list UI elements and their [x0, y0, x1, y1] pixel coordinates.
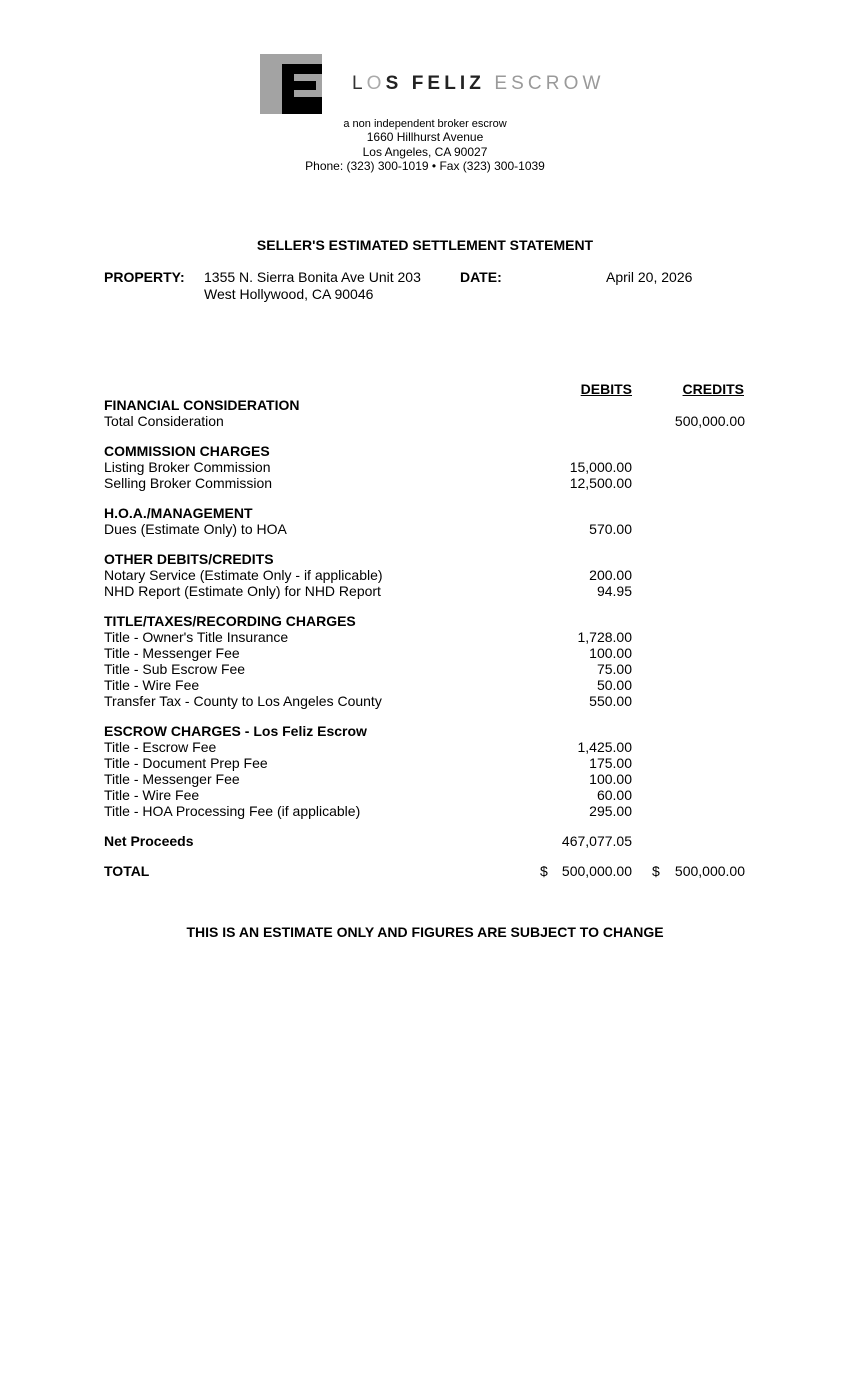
section-financial-consideration [104, 397, 746, 429]
settlement-ledger [104, 397, 746, 893]
ledger-row [104, 787, 746, 803]
total-section [104, 863, 746, 879]
tagline: a non independent broker escrow [343, 118, 507, 130]
section-heading: COMMISSION CHARGES [104, 443, 270, 459]
row-debit: 570.00 [589, 521, 632, 537]
row-label: Transfer Tax - County to Los Angeles County [104, 693, 382, 709]
row-credit: 500,000.00 [674, 413, 745, 429]
ledger-row [104, 693, 746, 709]
ledger-row [104, 583, 746, 599]
row-label: Title - Messenger Fee [104, 645, 240, 661]
row-debit: 100.00 [589, 645, 632, 661]
row-label: NHD Report (Estimate Only) for NHD Report [104, 583, 381, 599]
property-address-line-2: West Hollywood, CA 90046 [204, 286, 374, 302]
row-label: Title - Wire Fee [104, 677, 200, 693]
section-heading: FINANCIAL CONSIDERATION [104, 397, 300, 413]
section-heading: TITLE/TAXES/RECORDING CHARGES [104, 613, 356, 629]
total-credit: 500,000.00 [674, 863, 745, 879]
row-label: Title - Sub Escrow Fee [104, 661, 246, 677]
total-row [104, 863, 746, 879]
total-debit: 500,000.00 [561, 863, 632, 879]
property-address-line-1: 1355 N. Sierra Bonita Ave Unit 203 [204, 269, 421, 285]
row-debit: 15,000.00 [569, 459, 632, 475]
debits-column-header: DEBITS [580, 381, 632, 397]
section-escrow-charges [104, 723, 746, 819]
document-title: SELLER'S ESTIMATED SETTLEMENT STATEMENT [256, 237, 594, 253]
row-debit: 200.00 [589, 567, 632, 583]
ledger-row [104, 739, 746, 755]
net-proceeds-label: Net Proceeds [104, 833, 194, 849]
net-proceeds-section [104, 833, 746, 849]
total-credit-currency: $ [652, 863, 660, 879]
row-label: Title - Document Prep Fee [104, 755, 268, 771]
section-commission-charges [104, 443, 746, 491]
row-debit: 50.00 [596, 677, 632, 693]
total-label: TOTAL [104, 863, 150, 879]
net-proceeds-debit: 467,077.05 [561, 833, 632, 849]
credits-column-header: CREDITS [682, 381, 744, 397]
row-debit: 1,425.00 [577, 739, 632, 755]
section-heading: H.O.A./MANAGEMENT [104, 505, 253, 521]
row-label: Title - Wire Fee [104, 787, 200, 803]
ledger-row [104, 755, 746, 771]
ledger-row [104, 475, 746, 491]
phone-fax-line: Phone: (323) 300-1019 • Fax (323) 300-1039 [305, 159, 545, 173]
ledger-row [104, 677, 746, 693]
row-label: Title - Owner's Title Insurance [104, 629, 289, 645]
row-debit: 550.00 [589, 693, 632, 709]
row-debit: 75.00 [596, 661, 632, 677]
section-heading: OTHER DEBITS/CREDITS [104, 551, 274, 567]
date-value: April 20, 2026 [606, 269, 693, 285]
row-debit: 60.00 [596, 787, 632, 803]
ledger-row [104, 629, 746, 645]
brand-name: LOS FELIZ ESCROW [352, 73, 605, 94]
section-other-debits-credits [104, 551, 746, 599]
ledger-row [104, 645, 746, 661]
le-monogram-logo-icon [260, 54, 322, 114]
row-label: Listing Broker Commission [104, 459, 271, 475]
ledger-row [104, 459, 746, 475]
row-debit: 100.00 [589, 771, 632, 787]
ledger-row [104, 413, 746, 429]
row-debit: 12,500.00 [569, 475, 632, 491]
row-debit: 295.00 [589, 803, 632, 819]
ledger-row [104, 803, 746, 819]
ledger-row [104, 661, 746, 677]
estimate-disclaimer: THIS IS AN ESTIMATE ONLY AND FIGURES ARE SUBJECT TO CHANGE [186, 924, 664, 940]
row-label: Title - Messenger Fee [104, 771, 240, 787]
section-hoa-management [104, 505, 746, 537]
date-label: DATE: [460, 269, 502, 285]
ledger-row [104, 567, 746, 583]
row-label: Selling Broker Commission [104, 475, 273, 491]
section-heading: ESCROW CHARGES - Los Feliz Escrow [104, 723, 367, 739]
row-label: Dues (Estimate Only) to HOA [104, 521, 287, 537]
address-line-2: Los Angeles, CA 90027 [362, 145, 488, 159]
property-label: PROPERTY: [104, 269, 185, 285]
ledger-row [104, 521, 746, 537]
address-line-1: 1660 Hillhurst Avenue [366, 130, 484, 144]
row-debit: 175.00 [589, 755, 632, 771]
total-debit-currency: $ [540, 863, 548, 879]
row-label: Total Consideration [104, 413, 224, 429]
row-debit: 94.95 [596, 583, 632, 599]
ledger-row [104, 771, 746, 787]
row-label: Title - HOA Processing Fee (if applicable) [104, 803, 361, 819]
section-title-taxes-recording [104, 613, 746, 709]
row-label: Title - Escrow Fee [104, 739, 217, 755]
row-debit: 1,728.00 [577, 629, 632, 645]
row-label: Notary Service (Estimate Only - if applicable) [104, 567, 383, 583]
net-proceeds-row [104, 833, 746, 849]
